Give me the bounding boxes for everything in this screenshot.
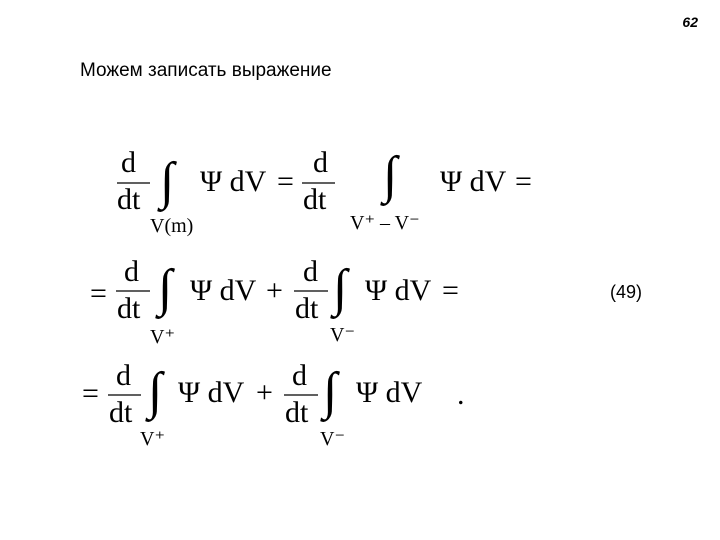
integrand: Ψ dV: [200, 165, 267, 198]
integral-sign: ∫: [158, 260, 173, 317]
integrand: Ψ dV: [440, 165, 507, 198]
numerator-d: d: [116, 359, 131, 392]
integral-sign: ∫: [333, 260, 348, 317]
integrand: Ψ dV: [365, 274, 432, 307]
integral-limit: V⁺ – V⁻: [350, 212, 420, 234]
integral-sign: ∫: [383, 147, 398, 204]
numerator-d: d: [121, 146, 136, 179]
numerator-d: d: [313, 146, 328, 179]
equation-line-1: [117, 146, 532, 237]
denominator-dt: dt: [117, 183, 141, 216]
equation-line-2: [90, 255, 459, 348]
integrand: Ψ dV: [356, 376, 423, 409]
integral-sign: ∫: [323, 363, 338, 420]
numerator-d: d: [292, 359, 307, 392]
equals-sign: =: [515, 165, 532, 198]
denominator-dt: dt: [295, 292, 319, 325]
integral-limit: V⁻: [330, 324, 355, 346]
numerator-d: d: [303, 255, 318, 288]
denominator-dt: dt: [109, 396, 133, 429]
integral-limit: V⁺: [150, 326, 175, 348]
integral-sign: ∫: [160, 153, 175, 210]
denominator-dt: dt: [285, 396, 309, 429]
integral-limit: V⁻: [320, 428, 345, 450]
equals-sign: =: [277, 165, 294, 198]
plus-sign: +: [256, 376, 273, 409]
intro-text: Можем записать выражение: [80, 60, 332, 81]
equation-number: (49): [610, 282, 643, 302]
equals-sign: =: [90, 277, 107, 310]
denominator-dt: dt: [303, 183, 327, 216]
equals-sign: =: [442, 274, 459, 307]
equation-line-3: [82, 359, 465, 450]
integral-limit: V(m): [150, 215, 194, 237]
period: .: [457, 378, 465, 411]
integrand: Ψ dV: [178, 376, 245, 409]
plus-sign: +: [266, 274, 283, 307]
integral-sign: ∫: [148, 363, 163, 420]
integrand: Ψ dV: [190, 274, 257, 307]
integral-limit: V⁺: [140, 428, 165, 450]
page-number: 62: [682, 14, 698, 30]
equals-sign: =: [82, 377, 99, 410]
denominator-dt: dt: [117, 292, 141, 325]
numerator-d: d: [124, 255, 139, 288]
